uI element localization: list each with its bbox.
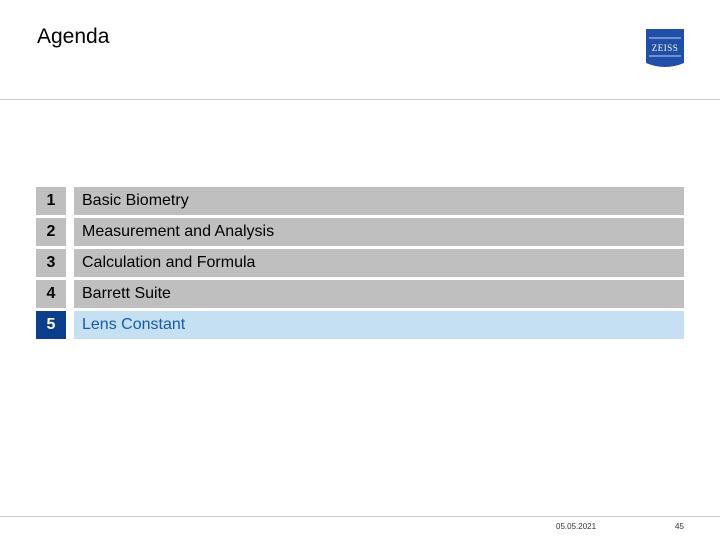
agenda-item [36, 218, 684, 246]
footer-date: 05.05.2021 [556, 522, 597, 531]
agenda-item [36, 249, 684, 277]
agenda-item [36, 187, 684, 215]
agenda-item-number: 3 [36, 249, 66, 277]
agenda-item-label: Calculation and Formula [74, 249, 684, 277]
agenda-item-number: 2 [36, 218, 66, 246]
agenda-item-number: 5 [36, 311, 66, 339]
zeiss-logo [646, 29, 684, 69]
agenda-item [36, 280, 684, 308]
agenda-item-number: 1 [36, 187, 66, 215]
agenda-item-label: Basic Biometry [74, 187, 684, 215]
agenda-item-number: 4 [36, 280, 66, 308]
agenda-list [36, 187, 684, 342]
page-number: 45 [675, 522, 684, 531]
footer-divider [0, 516, 720, 517]
agenda-item-label: Lens Constant [74, 311, 684, 339]
agenda-item-label: Barrett Suite [74, 280, 684, 308]
page-title: Agenda [37, 25, 110, 48]
agenda-item-label: Measurement and Analysis [74, 218, 684, 246]
svg-text:ZEISS: ZEISS [651, 43, 679, 53]
agenda-item-active [36, 311, 684, 339]
header-divider [0, 99, 720, 100]
